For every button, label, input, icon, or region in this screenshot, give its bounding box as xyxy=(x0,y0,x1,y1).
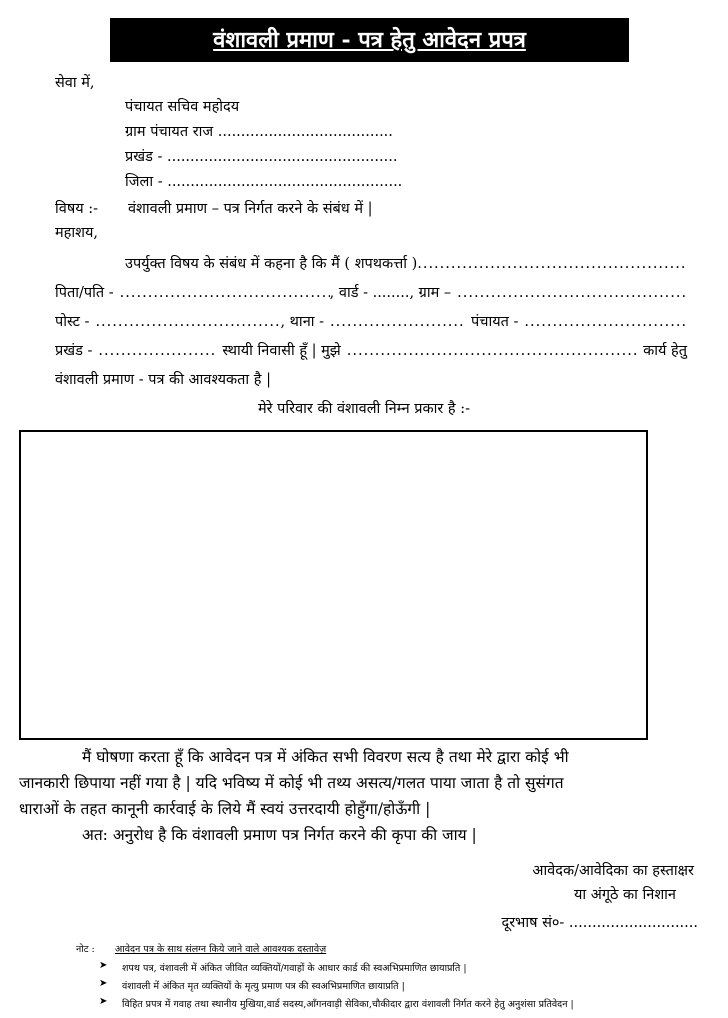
post-field[interactable] xyxy=(95,314,280,330)
post-label: पोस्ट - xyxy=(55,314,90,330)
signature-label: आवेदक/आवेदिका का हस्ताक्षर xyxy=(532,863,694,879)
title-banner xyxy=(110,18,629,62)
declaration-line-3: धाराओं के तहत कानूनी कार्रवाई के लिये मैं स्वयं उत्तरदायी होहुँगा/होऊँगी | xyxy=(19,800,431,818)
note-label: नोट : xyxy=(76,944,95,955)
block-field[interactable] xyxy=(98,343,216,359)
body-line-1 xyxy=(125,253,685,273)
family-intro: मेरे परिवार की वंशावली निम्न प्रकार है :- xyxy=(257,401,471,417)
village-field[interactable] xyxy=(457,285,685,301)
form-title: वंशावली प्रमाण - पत्र हेतु आवेदन प्रपत्र xyxy=(213,27,526,53)
salutation: महाशय, xyxy=(55,225,99,241)
note-item: वंशावली में अंकित मृत व्यक्तियों के मृत्यु प्रमाण पत्र की स्वअभिप्रमाणित छायाप्रति | xyxy=(122,981,405,992)
body-line-1-text: उपर्युक्त विषय के संबंध में कहना है कि मैं ( शपथकर्त्ता ) xyxy=(125,256,418,272)
need-statement: वंशावली प्रमाण - पत्र की आवश्यकता है | xyxy=(55,372,271,388)
thana-label: , थाना - xyxy=(280,314,325,330)
declaration-line-1: मैं घोषणा करता हूँ कि आवेदन पत्र में अंकित सभी विवरण सत्य है तथा मेरे द्वारा कोई भी xyxy=(82,748,569,766)
body-line-3 xyxy=(55,311,685,331)
arrow-bullet-icon: ➤ xyxy=(99,960,108,971)
request-line: अत: अनुरोध है कि वंशावली प्रमाण पत्र निर्गत करने की कृपा की जाय | xyxy=(82,826,477,844)
thumb-label: या अंगूठे का निशान xyxy=(573,887,676,903)
phone-field[interactable]: दूरभाष सं०- ............................ xyxy=(501,915,698,931)
address-line-1: पंचायत सचिव महोदय xyxy=(125,99,240,115)
genealogy-box[interactable] xyxy=(19,430,648,740)
purpose-field[interactable] xyxy=(347,343,637,359)
address-line-4: जिला - ................................................... xyxy=(125,174,403,190)
body-line-2 xyxy=(55,282,685,302)
declaration-line-2: जानकारी छिपाया नहीं गया है | यदि भविष्य में कोई भी तथ्य असत्य/गलत पाया जाता है तो सुसंगत xyxy=(19,774,564,792)
address-line-3: प्रखंड - .................................................. xyxy=(125,149,398,165)
resident-label: स्थायी निवासी हूँ | मुझे xyxy=(222,343,341,359)
name-field[interactable] xyxy=(417,256,685,272)
body-line-4 xyxy=(55,340,687,360)
note-item: विहित प्रपत्र में गवाह तथा स्थानीय मुखिया,वार्ड सदस्य,आँगनवाड़ी सेविका,चौकीदार द्वारा वंशावली निर्गत करने हेतु अनुशंसा प्रतिवेदन | xyxy=(122,999,574,1010)
purpose-label: कार्य हेतु xyxy=(643,343,687,359)
thana-field[interactable] xyxy=(330,314,465,330)
note-heading: आवेदन पत्र के साथ संलग्न किये जाने वाले आवश्यक दस्तावेज़ xyxy=(115,944,327,955)
father-field[interactable] xyxy=(120,285,330,301)
address-line-2: ग्राम पंचायत राज ...................................... xyxy=(125,124,393,140)
address-to: सेवा में, xyxy=(55,75,95,91)
block-label: प्रखंड - xyxy=(55,343,93,359)
father-label: पिता/पति - xyxy=(55,285,114,301)
ward-village-label: , वार्ड - ........, ग्राम – xyxy=(329,285,452,301)
panchayat-label: पंचायत - xyxy=(471,314,519,330)
arrow-bullet-icon: ➤ xyxy=(99,996,108,1007)
subject-label: विषय :- xyxy=(55,201,99,217)
note-item: शपथ पत्र, वंशावली में अंकित जीवित व्यक्तियों/गवाहों के आधार कार्ड की स्वअभिप्रमाणित छायाप्रति | xyxy=(122,963,467,974)
panchayat-field[interactable] xyxy=(524,314,685,330)
arrow-bullet-icon: ➤ xyxy=(99,978,108,989)
subject-text: वंशावली प्रमाण – पत्र निर्गत करने के संबंध में | xyxy=(128,201,373,217)
